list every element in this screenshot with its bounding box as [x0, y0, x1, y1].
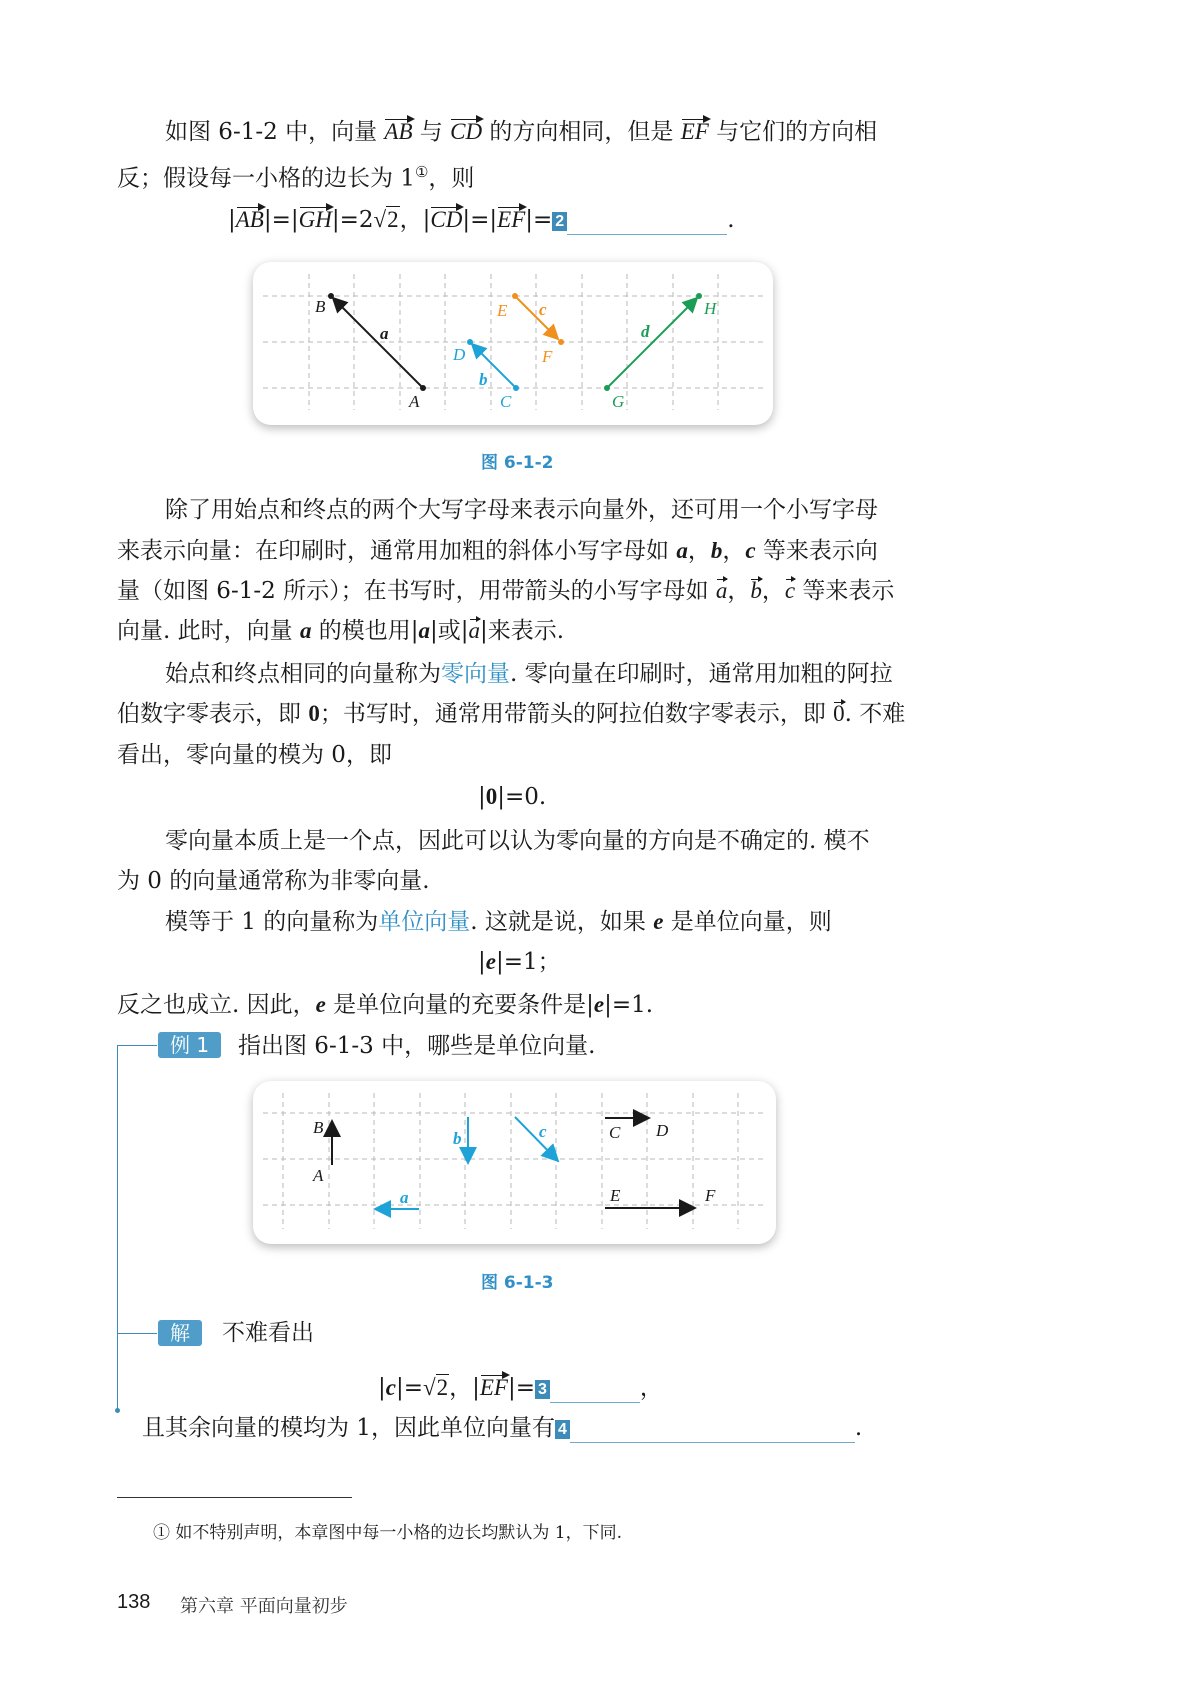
solution-text: 不难看出 — [222, 1320, 314, 1346]
para1-line2: 反；假设每一小格的边长为 1①，则 — [117, 163, 475, 192]
para5-line1: 模等于 1 的向量称为单位向量. 这就是说，如果 e 是单位向量，则 — [165, 909, 832, 935]
para3-line1: 始点和终点相同的向量称为零向量. 零向量在印刷时，通常用加粗的阿拉 — [165, 661, 893, 687]
caption-6-1-3: 图 6-1-3 — [481, 1273, 554, 1293]
label-C: C — [500, 392, 512, 411]
vector-ef: EF — [681, 117, 709, 147]
solution-equation: |c|=√2，|EF|= 3 ， — [378, 1375, 663, 1401]
footnote-divider — [117, 1497, 352, 1498]
label-C2: C — [609, 1123, 621, 1142]
equation-zero: |0|=0. — [478, 784, 547, 810]
figure-6-1-3-drawing — [253, 1081, 776, 1244]
para1-line1: 如图 6-1-2 中，向量 AB 与 CD 的方向相同，但是 EF 与它们的方向相 — [165, 119, 878, 145]
term-unit-vector: 单位向量 — [378, 909, 471, 935]
para3-line2: 伯数字零表示，即 0；书写时，通常用带箭头的阿拉伯数字零表示，即 0. 不难 — [117, 701, 906, 727]
answer-blank-2[interactable] — [567, 211, 727, 235]
label-E2: E — [610, 1186, 621, 1205]
figure-6-1-2-drawing — [253, 262, 773, 425]
label-F2: F — [705, 1186, 716, 1205]
label-a: a — [380, 324, 389, 343]
footnote: ① 如不特别声明，本章图中每一小格的边长均默认为 1，下同. — [153, 1523, 623, 1543]
label-a2: a — [400, 1188, 409, 1207]
label-b: b — [479, 370, 488, 389]
para2-line1: 除了用始点和终点的两个大写字母来表示向量外，还可用一个小写字母 — [165, 497, 878, 523]
label-D2: D — [656, 1121, 669, 1140]
para2-line2: 来表示向量：在印刷时，通常用加粗的斜体小写字母如 a，b，c 等来表示向 — [117, 538, 878, 564]
example-bracket-side — [117, 1045, 118, 1410]
label-A2: A — [313, 1166, 324, 1185]
label-F: F — [542, 347, 553, 366]
vector-ab: AB — [384, 117, 412, 147]
sqrt-2: √2 — [373, 207, 399, 232]
vector-d — [607, 298, 697, 388]
vector-cd: CD — [450, 117, 482, 147]
para3-line3: 看出，零向量的模为 0，即 — [117, 742, 392, 768]
para4-line2: 为 0 的向量通常称为非零向量. — [117, 868, 430, 894]
blank-badge-4: 4 — [555, 1420, 570, 1439]
point-h — [696, 293, 702, 299]
point-e — [512, 293, 518, 299]
vector-a — [333, 298, 423, 388]
label-d: d — [641, 322, 650, 341]
solution-conclusion: 且其余向量的模均为 1，因此单位向量有 4 . — [142, 1415, 863, 1441]
point-c — [513, 385, 519, 391]
label-E: E — [497, 301, 508, 320]
footnote-ref[interactable]: ① — [414, 163, 429, 181]
label-B2: B — [313, 1118, 324, 1137]
label-c: c — [539, 300, 547, 319]
label-D: D — [453, 345, 466, 364]
blank-badge-2: 2 — [552, 212, 567, 231]
label-H: H — [704, 299, 717, 318]
label-A: A — [409, 392, 420, 411]
point-g — [604, 385, 610, 391]
equation-unit: |e|=1； — [478, 949, 561, 975]
point-f — [558, 339, 564, 345]
para2-line4: 向量. 此时，向量 a 的模也用|a|或|a|来表示. — [117, 618, 565, 644]
example-text: 指出图 6-1-3 中，哪些是单位向量. — [238, 1033, 596, 1059]
caption-6-1-2: 图 6-1-2 — [481, 453, 554, 473]
solution-bracket — [117, 1333, 157, 1334]
point-d — [467, 339, 473, 345]
para4-line1: 零向量本质上是一个点，因此可以认为零向量的方向是不确定的. 模不 — [165, 828, 870, 854]
equation-1: |AB|=|GH|=2√2，|CD|=|EF|= 2 . — [228, 207, 735, 233]
point-a — [420, 385, 426, 391]
label-B: B — [315, 297, 326, 316]
solution-tag: 解 — [158, 1320, 202, 1346]
label-G: G — [612, 392, 625, 411]
para2-line3: 量（如图 6-1-2 所示）；在书写时，用带箭头的小写字母如 a，b，c 等来表示 — [117, 578, 895, 604]
vector-c2 — [515, 1117, 558, 1161]
term-zero-vector: 零向量 — [441, 661, 510, 687]
answer-blank-3[interactable] — [550, 1379, 640, 1403]
answer-blank-4[interactable] — [570, 1419, 855, 1443]
example-bracket-top — [117, 1045, 157, 1046]
para5-line3: 反之也成立. 因此，e 是单位向量的充要条件是|e|=1. — [117, 992, 654, 1018]
point-b — [328, 293, 334, 299]
figure-6-1-3 — [253, 1081, 776, 1244]
example-tag: 例 1 — [158, 1032, 221, 1058]
page-number: 138 — [117, 1591, 151, 1613]
bracket-end-dot — [115, 1408, 120, 1413]
label-b2: b — [453, 1129, 462, 1148]
chapter-title: 第六章 平面向量初步 — [180, 1596, 348, 1617]
label-c2: c — [539, 1122, 547, 1141]
figure-6-1-2 — [253, 262, 773, 425]
blank-badge-3: 3 — [535, 1380, 550, 1399]
